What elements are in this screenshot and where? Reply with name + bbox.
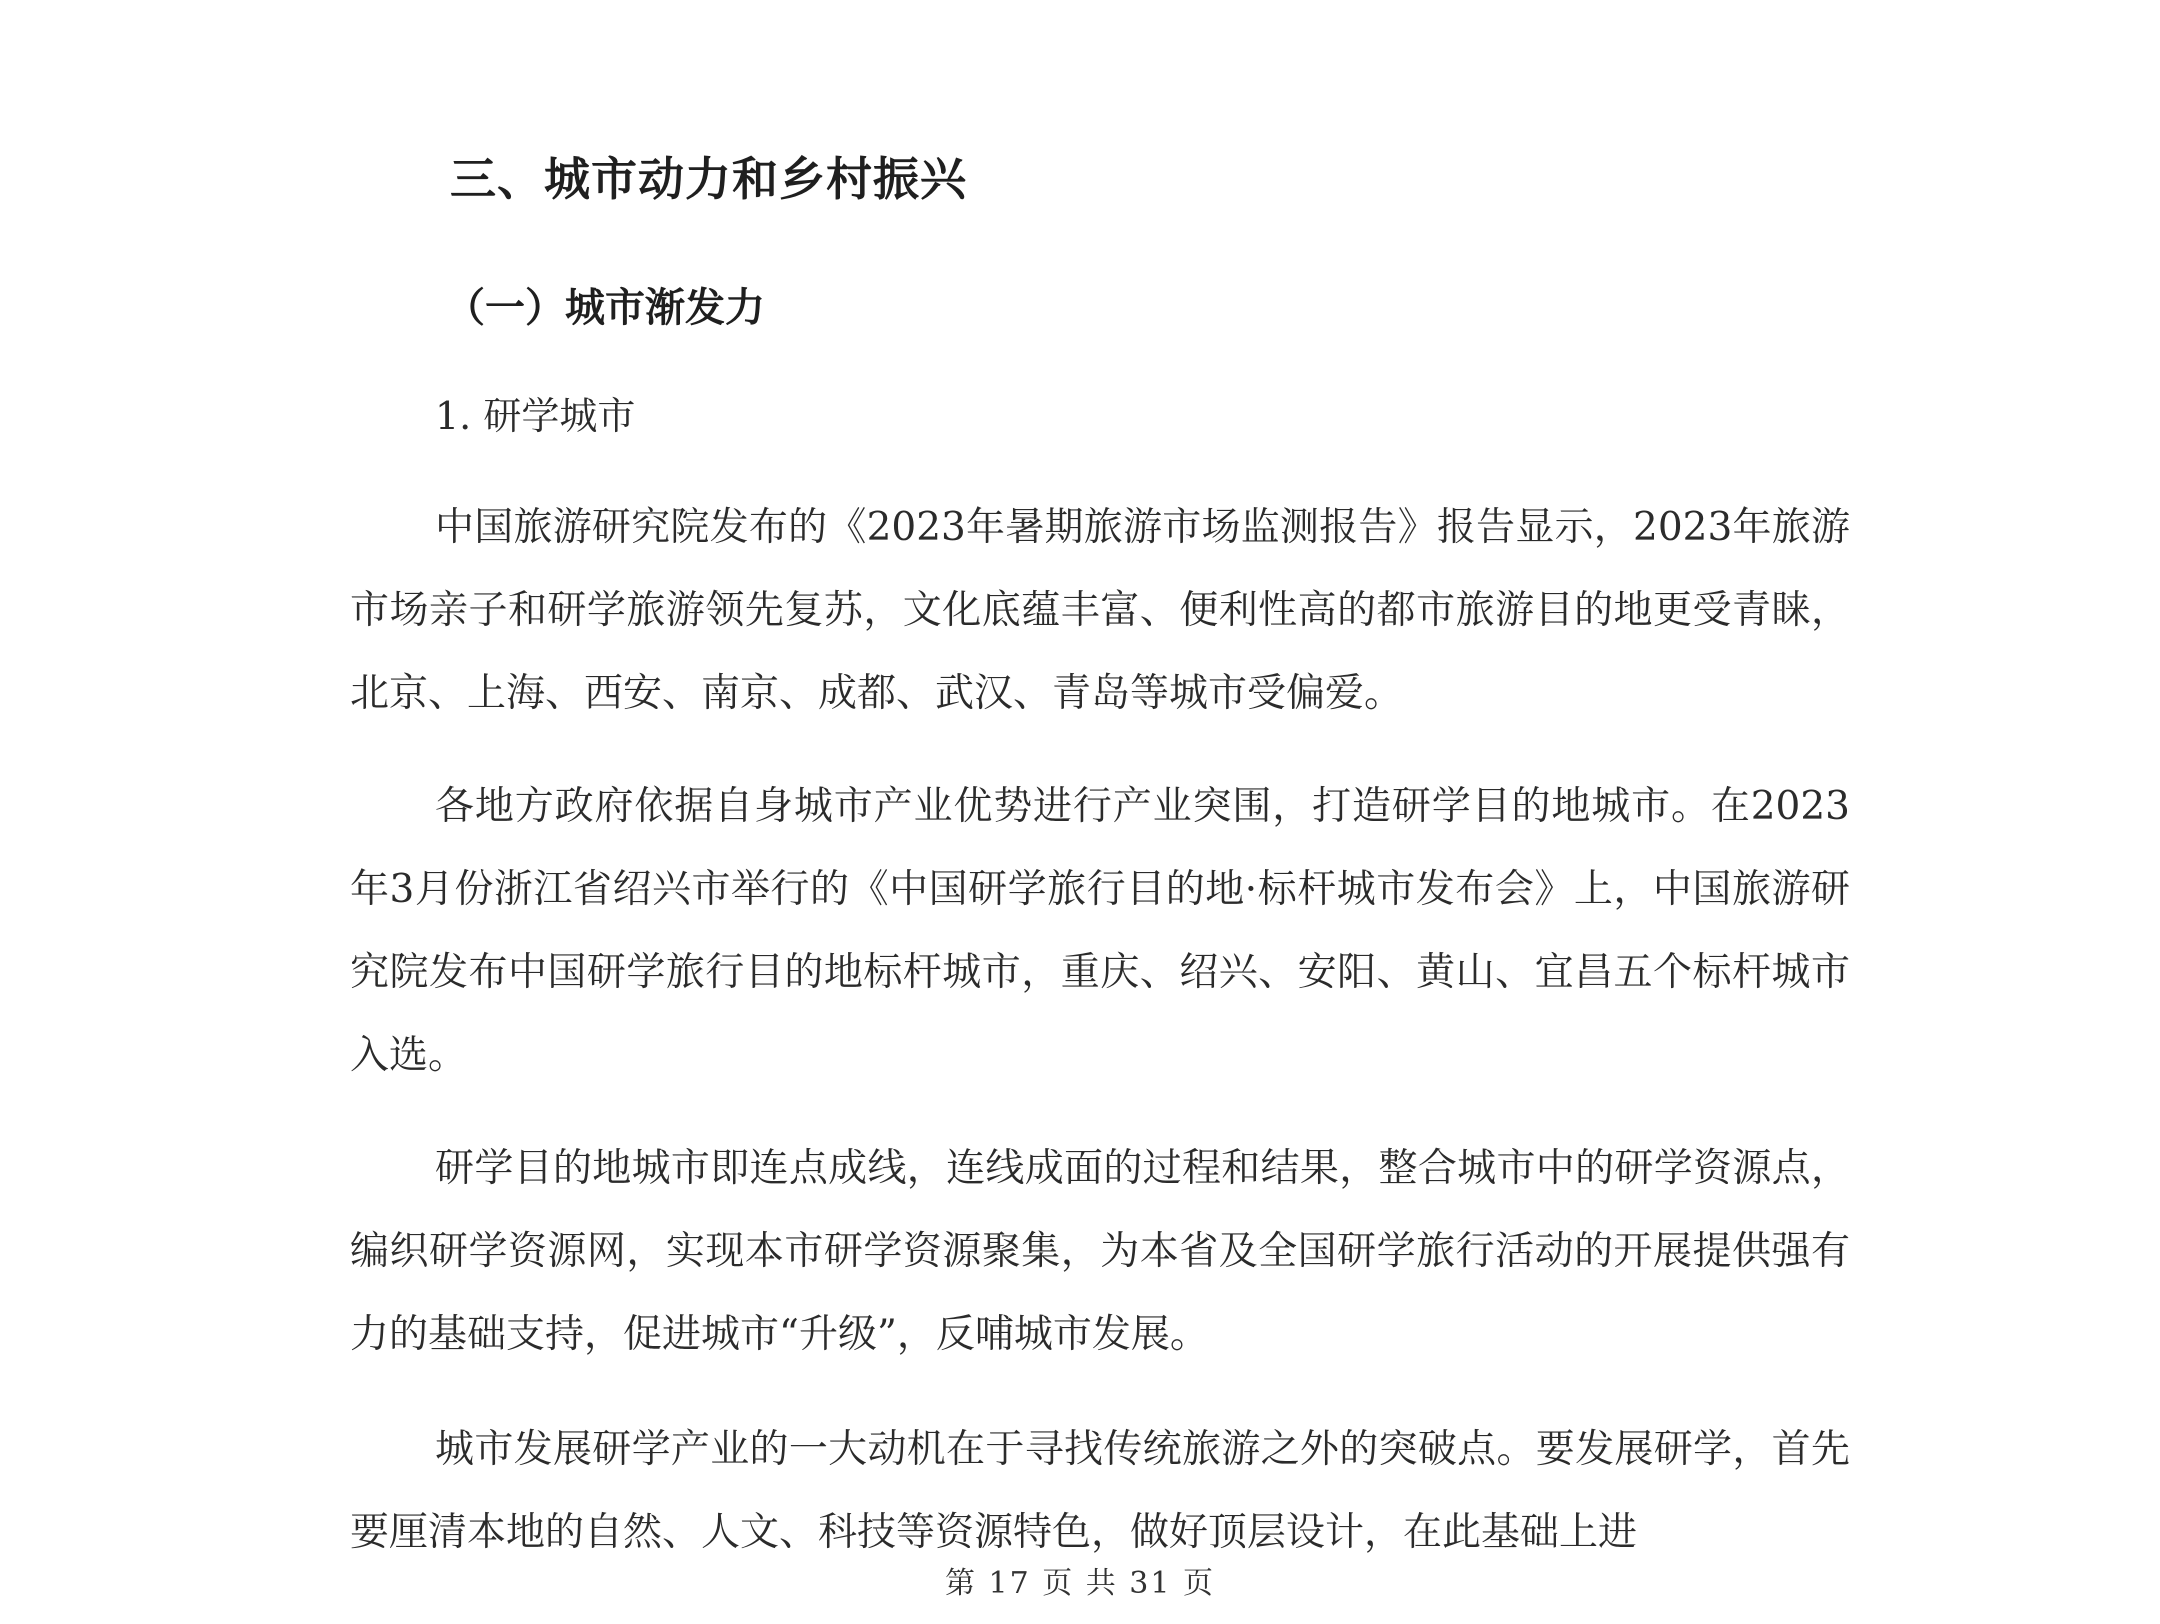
page-number-footer: 第 17 页 共 31 页 (944, 1566, 1216, 1601)
paragraph-4: 城市发展研学产业的一大动机在于寻找传统旅游之外的突破点。要发展研学，首先要厘清本地的自然、人文、科技等资源特色，做好顶层设计，在此基础上进 (350, 1427, 1850, 1555)
paragraph-3: 研学目的地城市即连点成线，连线成面的过程和结果，整合城市中的研学资源点，编织研学资源网，实现本市研学资源聚集，为本省及全国研学旅行活动的开展提供强有力的基础支持，促进城市“升级”，反哺城市发展。 (350, 1146, 1850, 1357)
item-heading: 1. 研学城市 (435, 394, 636, 438)
paragraph-2: 各地方政府依据自身城市产业优势进行产业突围，打造研学目的地城市。在2023年3月份浙江省绍兴市举行的《中国研学旅行目的地·标杆城市发布会》上，中国旅游研究院发布中国研学旅行目的地标杆城市，重庆、绍兴、安阳、黄山、宜昌五个标杆城市入选。 (350, 784, 1850, 1078)
paragraph-1: 中国旅游研究院发布的《2023年暑期旅游市场监测报告》报告显示，2023年旅游市场亲子和研学旅游领先复苏，文化底蕴丰富、便利性高的都市旅游目的地更受青睐，北京、上海、西安、南京、成都、武汉、青岛等城市受偏爱。 (350, 505, 1850, 716)
section-heading: 三、城市动力和乡村振兴 (450, 152, 967, 206)
subsection-heading: （一）城市渐发力 (445, 285, 765, 331)
